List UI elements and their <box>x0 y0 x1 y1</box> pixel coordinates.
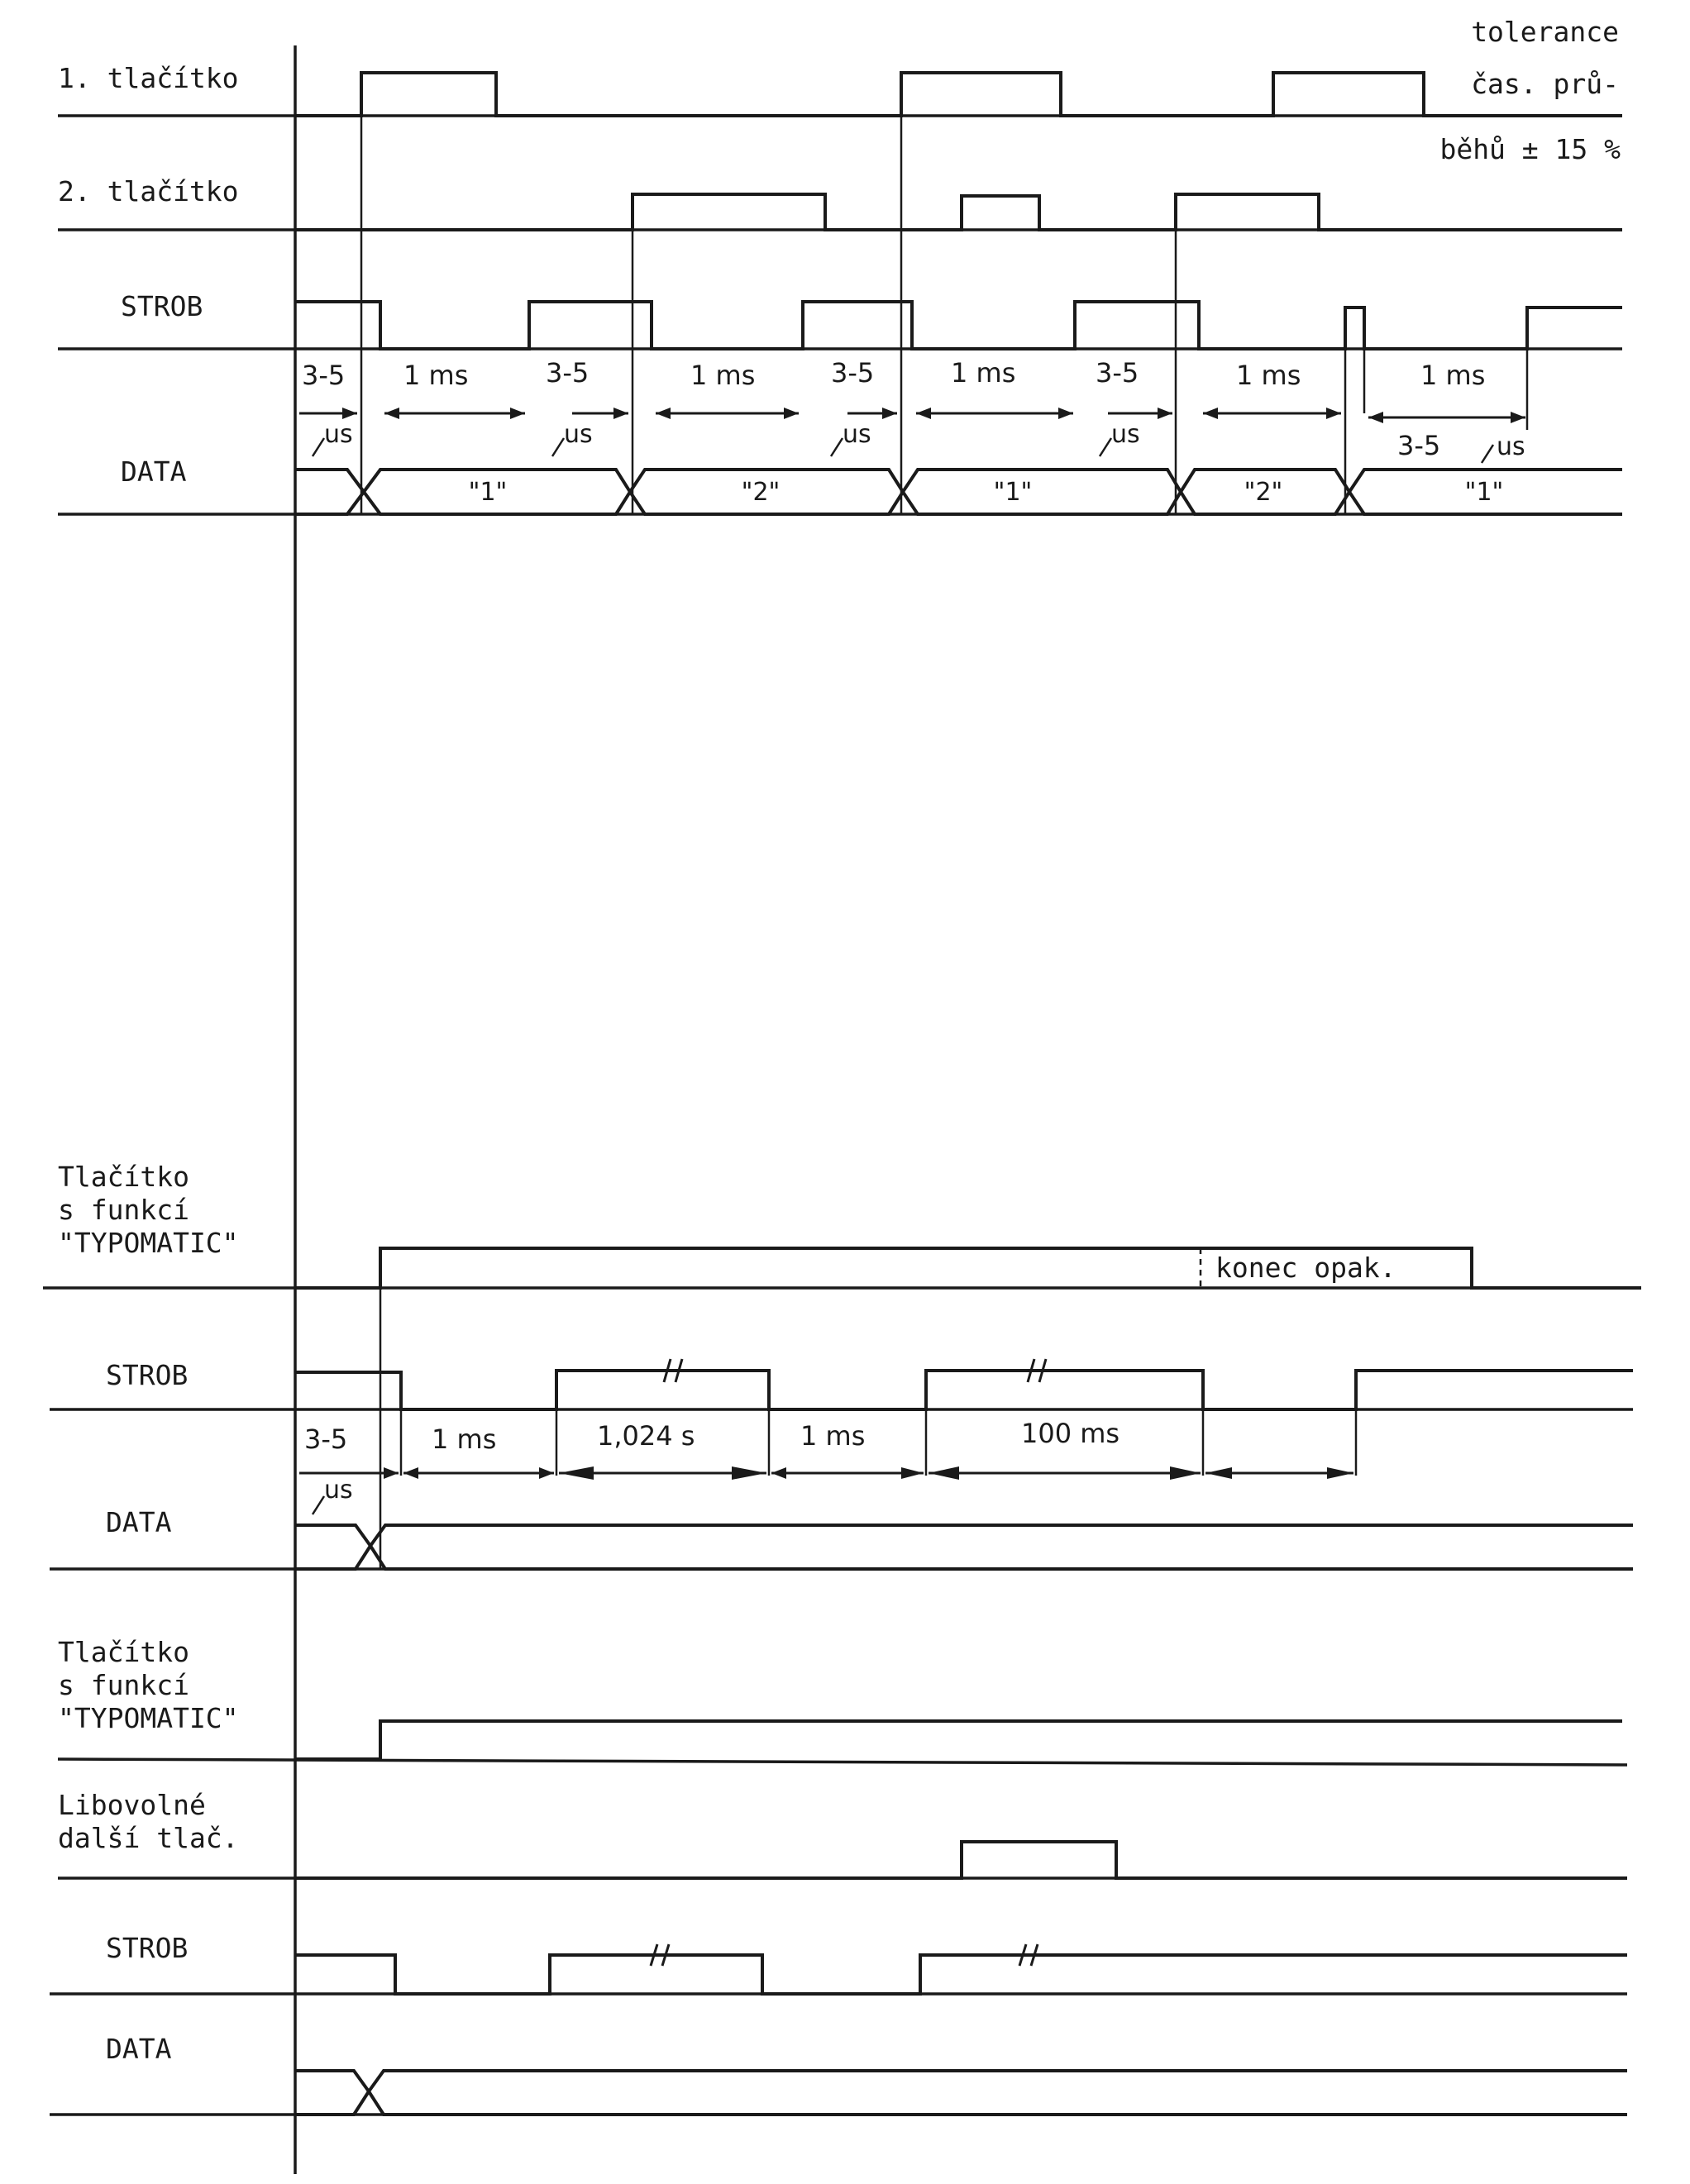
typomatic-waveform-s2 <box>295 1248 1641 1288</box>
other-key-label-line2: další tlač. <box>58 1822 239 1854</box>
tolerance-note-line3: běhů ± 15 % <box>1439 133 1621 165</box>
dim-arrowhead-s1-1 <box>342 408 357 419</box>
data-value-s1-2: "2" <box>741 478 781 507</box>
us-leader-s1-5 <box>1482 445 1493 463</box>
us-label-s1-5: us <box>1497 432 1525 461</box>
typomatic-label-s2-line1: Tlačítko <box>58 1161 189 1193</box>
dim-arrowhead-s2-3b <box>732 1466 766 1480</box>
dim-arrowhead-s2-2b <box>539 1467 554 1479</box>
us-label-s1-2: us <box>564 420 593 449</box>
signal-label-data-s3: DATA <box>106 2033 172 2065</box>
dim-label-s2-2: 1 ms <box>432 1423 497 1455</box>
signal-label-button2: 2. tlačítko <box>58 175 239 207</box>
dim-arrowhead-s1-6a <box>916 408 931 419</box>
dim-arrowhead-s1-7 <box>1158 408 1172 419</box>
us-label-s1-4: us <box>1111 420 1140 449</box>
typomatic-label-s3-line1: Tlačítko <box>58 1636 189 1668</box>
data-value-s1-3: "1" <box>993 478 1033 507</box>
strobe-waveform <box>295 302 1622 349</box>
dim-arrowhead-s1-2a <box>384 408 399 419</box>
signal-label-strobe: STROB <box>121 290 203 322</box>
us-leader-s1-3 <box>831 438 843 456</box>
data-value-s1-4: "2" <box>1244 478 1283 507</box>
dim-arrowhead-s2-5b <box>1170 1466 1201 1480</box>
dim-label-s2-3: 1,024 s <box>597 1420 695 1452</box>
dim-label-s1-5: 3-5 <box>831 357 875 389</box>
data-bus-lower-s2 <box>295 1546 1633 1569</box>
dim-arrowhead-s2-5a <box>929 1466 959 1480</box>
dim-label-s1-6: 1 ms <box>951 357 1016 389</box>
typomatic-label-s3-line3: "TYPOMATIC" <box>58 1702 239 1734</box>
dim-arrowhead-s1-6b <box>1058 408 1073 419</box>
data-bus-upper-s3 <box>295 2071 1627 2091</box>
other-key-waveform <box>295 1842 1627 1878</box>
dim-arrowhead-s2-6b <box>1327 1467 1353 1479</box>
dim-arrowhead-s2-4a <box>771 1467 786 1479</box>
dim-arrowhead-s1-4b <box>784 408 799 419</box>
dim-arrowhead-s1-9b <box>1511 412 1525 423</box>
dim-arrowhead-s2-2a <box>403 1467 418 1479</box>
dim-label-s1-2: 1 ms <box>403 360 469 391</box>
dim-arrowhead-s1-2b <box>510 408 525 419</box>
dim-label-s1-8: 1 ms <box>1236 360 1301 391</box>
dim-arrowhead-s2-4b <box>901 1467 924 1479</box>
dim-arrowhead-s1-8b <box>1326 408 1341 419</box>
us-label-s1-3: us <box>843 420 871 449</box>
signal-label-data-s2: DATA <box>106 1506 172 1538</box>
dim-label-s1-7: 3-5 <box>1096 357 1139 389</box>
dim-arrowhead-s1-5 <box>882 408 897 419</box>
button2-waveform <box>295 194 1622 230</box>
other-key-label-line1: Libovolné <box>58 1789 206 1821</box>
tolerance-note-line2: čas. prů- <box>1471 68 1619 100</box>
data-bus-upper-s2 <box>295 1525 1633 1546</box>
typomatic-label-s2-line3: "TYPOMATIC" <box>58 1227 239 1259</box>
dim-arrowhead-s1-8a <box>1203 408 1218 419</box>
dim-arrowhead-s2-1 <box>384 1467 399 1479</box>
dim-arrowhead-s1-9a <box>1368 412 1383 423</box>
us-leader-s2 <box>313 1496 324 1514</box>
signal-label-strobe-s2: STROB <box>106 1359 189 1391</box>
data-value-s1-1: "1" <box>468 478 508 507</box>
dim-arrowhead-s1-4a <box>656 408 671 419</box>
strobe-waveform-s3 <box>295 1955 1627 1994</box>
dim-label-s1-1: 3-5 <box>302 360 346 391</box>
end-repeat-label: konec opak. <box>1215 1252 1396 1284</box>
tolerance-note-line1: tolerance <box>1471 16 1619 48</box>
dim-label-s1-4: 1 ms <box>690 360 756 391</box>
typomatic-baseline-s3 <box>58 1759 1627 1765</box>
dim-arrowhead-s1-3 <box>613 408 628 419</box>
dim-label-s2-4: 1 ms <box>800 1420 866 1452</box>
us-leader-s1-4 <box>1100 438 1111 456</box>
dim-label-s2-5: 100 ms <box>1021 1418 1120 1449</box>
dim-arrowhead-s2-6a <box>1205 1467 1232 1479</box>
signal-label-data: DATA <box>121 455 187 488</box>
strobe-waveform-s2 <box>295 1371 1633 1409</box>
typomatic-label-s2-line2: s funkcí <box>58 1194 189 1226</box>
data-value-s1-5: "1" <box>1464 478 1504 507</box>
dim-label-s1-3: 3-5 <box>546 357 590 389</box>
us-leader-s1-2 <box>552 438 564 456</box>
data-bus-lower-s3 <box>295 2091 1627 2115</box>
typomatic-waveform-s3 <box>295 1721 1622 1759</box>
typomatic-label-s3-line2: s funkcí <box>58 1669 189 1701</box>
dim-label-s1-9: 1 ms <box>1420 360 1486 391</box>
dim-label-s1-10: 3-5 <box>1397 430 1441 461</box>
signal-label-button1: 1. tlačítko <box>58 62 239 94</box>
button1-waveform <box>295 73 1622 116</box>
us-label-s2: us <box>324 1476 353 1504</box>
us-label-s1-1: us <box>324 420 353 449</box>
dim-arrowhead-s2-3a <box>559 1466 594 1480</box>
us-leader-s1-1 <box>313 438 324 456</box>
dim-label-s2-1: 3-5 <box>304 1423 348 1455</box>
signal-label-strobe-s3: STROB <box>106 1932 189 1964</box>
